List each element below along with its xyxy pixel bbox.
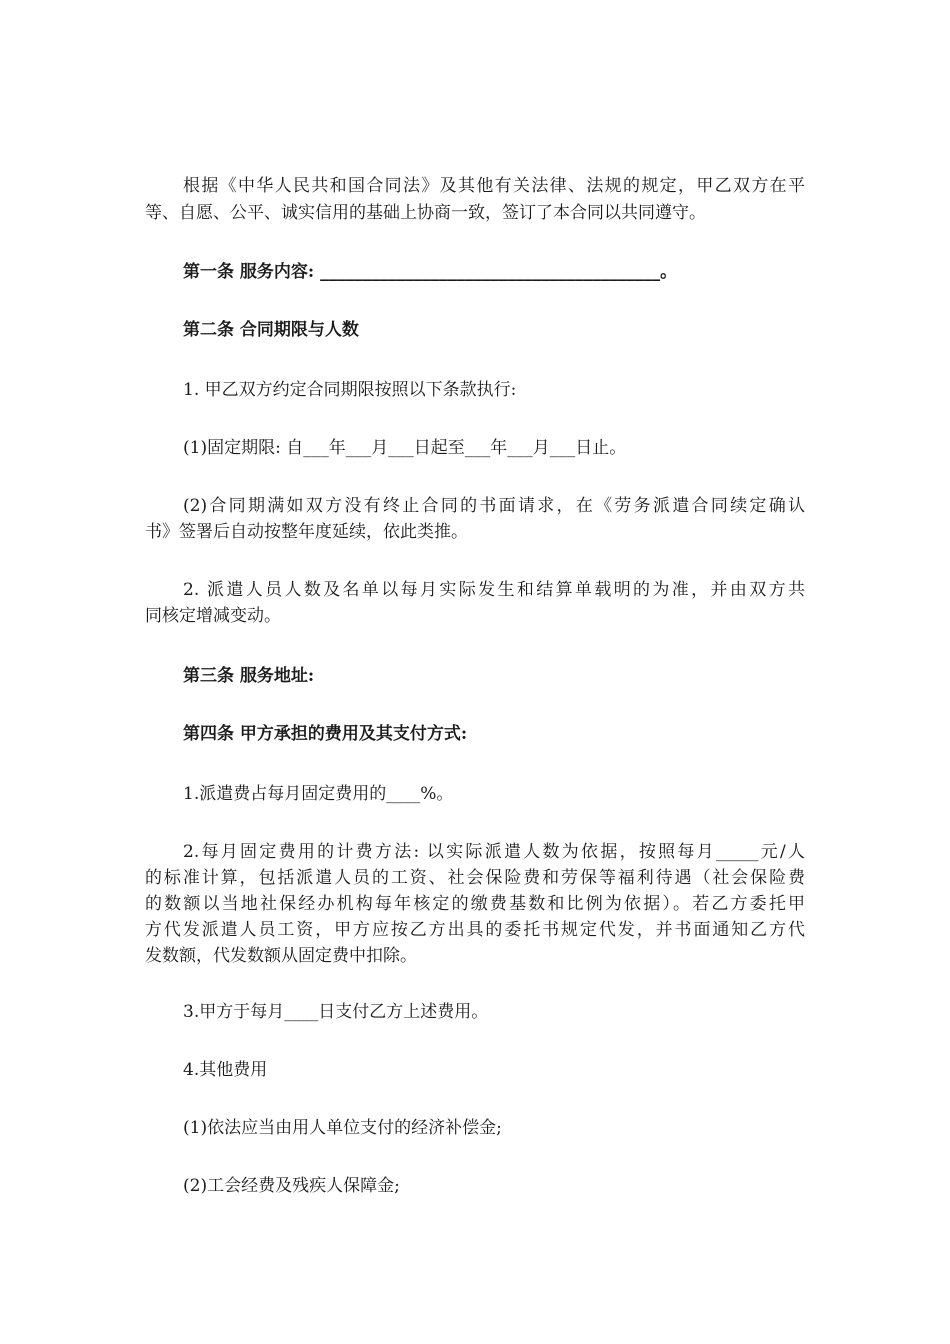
clause-4-4-1: (1)依法应当由用人单位支付的经济补偿金; <box>183 1118 502 1138</box>
text-line: (2)合同期满如双方没有终止合同的书面请求，在《劳务派遣合同续定确认 <box>183 496 805 516</box>
text-line: 的标准计算，包括派遣人员的工资、社会保险费和劳保等福利待遇（社会保险费 <box>145 868 805 888</box>
clause-2-1: 1. 甲乙双方约定合同期限按照以下条款执行: <box>183 380 517 400</box>
clause-2-1-1: (1)固定期限: 自___年___月___日起至___年___月___日止。 <box>183 438 627 458</box>
article-3-heading: 第三条 服务地址: <box>183 666 315 686</box>
text-line: 同核定增减变动。 <box>145 606 281 626</box>
text-line: 发数额，代发数额从固定费中扣除。 <box>145 946 417 966</box>
clause-4-3: 3.甲方于每月____日支付乙方上述费用。 <box>183 1002 489 1022</box>
article-1-heading: 第一条 服务内容: ________________________________________。 <box>183 262 678 282</box>
clause-4-4-2: (2)工会经费及残疾人保障金; <box>183 1176 400 1196</box>
text-line: 等、自愿、公平、诚实信用的基础上协商一致，签订了本合同以共同遵守。 <box>145 203 706 223</box>
text-line: 书》签署后自动按整年度延续，依此类推。 <box>145 522 468 542</box>
text-line: 2.每月固定费用的计费方法: 以实际派遣人数为依据，按照每月_____元/人 <box>183 842 805 862</box>
clause-4-1: 1.派遣费占每月固定费用的____%。 <box>183 784 454 804</box>
text-line: 根据《中华人民共和国合同法》及其他有关法律、法规的规定，甲乙双方在平 <box>183 176 805 196</box>
clause-4-4: 4.其他费用 <box>183 1060 268 1080</box>
text-line: 方代发派遣人员工资，甲方应按乙方出具的委托书规定代发，并书面通知乙方代 <box>145 920 805 940</box>
article-2-heading: 第二条 合同期限与人数 <box>183 320 359 340</box>
article-4-heading: 第四条 甲方承担的费用及其支付方式: <box>183 724 468 744</box>
text-line: 2. 派遣人员人数及名单以每月实际发生和结算单载明的为准，并由双方共 <box>183 580 805 600</box>
text-line: 的数额以当地社保经办机构每年核定的缴费基数和比例为依据）。若乙方委托甲 <box>145 894 805 914</box>
